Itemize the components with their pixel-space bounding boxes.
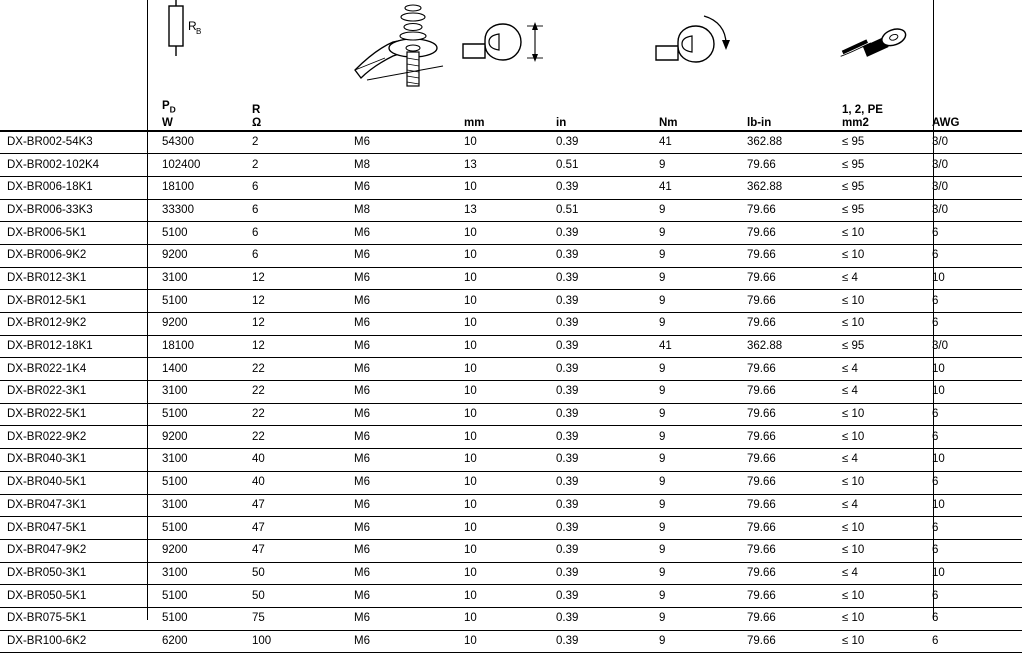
cell-conductor: ≤ 10 — [835, 244, 925, 267]
cell-torque_nm: 9 — [652, 403, 740, 426]
cell-wrench_mm: 10 — [457, 494, 549, 517]
cell-thread: M6 — [347, 449, 457, 472]
header-unit-conductor: mm2 — [842, 116, 869, 129]
cell-resistance: 6 — [245, 244, 347, 267]
cell-thread: M6 — [347, 267, 457, 290]
cell-type: DX-BR022-1K4 — [0, 358, 155, 381]
cell-wrench_mm: 10 — [457, 131, 549, 154]
cell-torque_lbin: 79.66 — [740, 426, 835, 449]
header-cell-type — [0, 0, 155, 130]
table-body — [0, 131, 1022, 653]
cell-power: 33300 — [155, 199, 245, 222]
cell-wrench_in: 0.51 — [549, 199, 652, 222]
table-row — [0, 176, 1022, 199]
header-cell-wrench-mm — [457, 0, 549, 130]
cell-resistance: 47 — [245, 494, 347, 517]
cell-wrench_mm: 10 — [457, 176, 549, 199]
cell-wrench_mm: 10 — [457, 403, 549, 426]
cell-type: DX-BR002-54K3 — [0, 131, 155, 154]
cell-wrench_in: 0.39 — [549, 267, 652, 290]
cell-resistance: 40 — [245, 449, 347, 472]
cell-power: 3100 — [155, 494, 245, 517]
cell-torque_nm: 41 — [652, 131, 740, 154]
cell-wrench_in: 0.39 — [549, 426, 652, 449]
cell-type: DX-BR006-18K1 — [0, 176, 155, 199]
cell-power: 1400 — [155, 358, 245, 381]
cell-torque_lbin: 79.66 — [740, 403, 835, 426]
cell-torque_lbin: 79.66 — [740, 290, 835, 313]
cell-thread: M6 — [347, 176, 457, 199]
table-row — [0, 562, 1022, 585]
cell-torque_nm: 9 — [652, 381, 740, 404]
cell-thread: M6 — [347, 335, 457, 358]
svg-text:R: R — [188, 19, 197, 33]
cell-resistance: 47 — [245, 539, 347, 562]
table-row — [0, 403, 1022, 426]
table-row — [0, 381, 1022, 404]
table-header — [0, 0, 1022, 131]
table-row — [0, 290, 1022, 313]
cell-torque_lbin: 362.88 — [740, 335, 835, 358]
cell-wrench_in: 0.39 — [549, 585, 652, 608]
cell-torque_nm: 9 — [652, 517, 740, 540]
cell-torque_nm: 9 — [652, 494, 740, 517]
cell-resistance: 22 — [245, 381, 347, 404]
cell-torque_nm: 9 — [652, 471, 740, 494]
cell-power: 3100 — [155, 449, 245, 472]
cell-type: DX-BR022-5K1 — [0, 403, 155, 426]
cell-conductor: ≤ 95 — [835, 199, 925, 222]
cell-awg: 3/0 — [925, 154, 1022, 177]
cell-thread: M6 — [347, 630, 457, 653]
header-cell-wrench-in — [549, 0, 652, 130]
cell-conductor: ≤ 95 — [835, 131, 925, 154]
cell-conductor: ≤ 10 — [835, 426, 925, 449]
cell-torque_nm: 9 — [652, 358, 740, 381]
cell-conductor: ≤ 10 — [835, 222, 925, 245]
cell-type: DX-BR012-18K1 — [0, 335, 155, 358]
cell-torque_lbin: 79.66 — [740, 244, 835, 267]
cell-awg: 6 — [925, 607, 1022, 630]
cell-awg: 6 — [925, 244, 1022, 267]
cell-awg: 6 — [925, 517, 1022, 540]
cell-resistance: 22 — [245, 426, 347, 449]
cell-wrench_in: 0.39 — [549, 131, 652, 154]
cell-wrench_in: 0.39 — [549, 381, 652, 404]
cell-wrench_in: 0.39 — [549, 449, 652, 472]
cell-type: DX-BR022-9K2 — [0, 426, 155, 449]
cell-torque_lbin: 79.66 — [740, 267, 835, 290]
cell-awg: 6 — [925, 426, 1022, 449]
cell-torque_lbin: 79.66 — [740, 154, 835, 177]
cell-wrench_in: 0.39 — [549, 358, 652, 381]
cell-wrench_mm: 10 — [457, 426, 549, 449]
cell-conductor: ≤ 4 — [835, 562, 925, 585]
cell-awg: 3/0 — [925, 176, 1022, 199]
cell-wrench_in: 0.39 — [549, 471, 652, 494]
cell-resistance: 40 — [245, 471, 347, 494]
cell-torque_nm: 41 — [652, 335, 740, 358]
table-row — [0, 154, 1022, 177]
cell-awg: 10 — [925, 381, 1022, 404]
header-unit-wrench-in: in — [556, 116, 567, 129]
cell-torque_nm: 9 — [652, 426, 740, 449]
cell-thread: M6 — [347, 244, 457, 267]
cell-power: 5100 — [155, 585, 245, 608]
cell-awg: 10 — [925, 449, 1022, 472]
cell-resistance: 100 — [245, 630, 347, 653]
table-row — [0, 494, 1022, 517]
cell-torque_nm: 9 — [652, 449, 740, 472]
cell-thread: M6 — [347, 381, 457, 404]
cell-conductor: ≤ 4 — [835, 449, 925, 472]
cell-wrench_in: 0.39 — [549, 313, 652, 336]
cell-torque_lbin: 79.66 — [740, 630, 835, 653]
cell-type: DX-BR047-3K1 — [0, 494, 155, 517]
cell-power: 9200 — [155, 244, 245, 267]
cell-type: DX-BR006-9K2 — [0, 244, 155, 267]
cell-wrench_mm: 10 — [457, 244, 549, 267]
cell-type: DX-BR100-6K2 — [0, 630, 155, 653]
cell-torque_lbin: 79.66 — [740, 222, 835, 245]
cell-torque_nm: 9 — [652, 267, 740, 290]
cell-awg: 3/0 — [925, 131, 1022, 154]
cell-conductor: ≤ 10 — [835, 403, 925, 426]
cell-torque_nm: 9 — [652, 244, 740, 267]
table-row — [0, 517, 1022, 540]
cell-wrench_mm: 10 — [457, 607, 549, 630]
cell-torque_nm: 9 — [652, 199, 740, 222]
cell-wrench_in: 0.51 — [549, 154, 652, 177]
cell-conductor: ≤ 10 — [835, 290, 925, 313]
cell-awg: 6 — [925, 403, 1022, 426]
table-row — [0, 267, 1022, 290]
cell-type: DX-BR022-3K1 — [0, 381, 155, 404]
cell-torque_lbin: 362.88 — [740, 176, 835, 199]
header-cell-awg — [925, 0, 1022, 130]
cell-wrench_in: 0.39 — [549, 335, 652, 358]
cell-type: DX-BR006-5K1 — [0, 222, 155, 245]
cell-thread: M6 — [347, 403, 457, 426]
cell-torque_lbin: 79.66 — [740, 607, 835, 630]
cell-conductor: ≤ 10 — [835, 471, 925, 494]
cell-resistance: 6 — [245, 176, 347, 199]
table-row — [0, 358, 1022, 381]
cell-type: DX-BR050-3K1 — [0, 562, 155, 585]
table-row — [0, 607, 1022, 630]
cell-power: 5100 — [155, 222, 245, 245]
cell-wrench_mm: 10 — [457, 471, 549, 494]
cell-torque_lbin: 79.66 — [740, 585, 835, 608]
cell-conductor: ≤ 4 — [835, 494, 925, 517]
cell-wrench_mm: 10 — [457, 290, 549, 313]
cell-type: DX-BR047-5K1 — [0, 517, 155, 540]
cell-power: 54300 — [155, 131, 245, 154]
table-row — [0, 313, 1022, 336]
cell-power: 6200 — [155, 630, 245, 653]
cell-conductor: ≤ 10 — [835, 585, 925, 608]
cell-power: 5100 — [155, 290, 245, 313]
cell-torque_lbin: 79.66 — [740, 199, 835, 222]
cell-wrench_mm: 10 — [457, 358, 549, 381]
cell-conductor: ≤ 10 — [835, 313, 925, 336]
table-row — [0, 222, 1022, 245]
cell-wrench_mm: 13 — [457, 154, 549, 177]
cell-torque_lbin: 79.66 — [740, 494, 835, 517]
table-row — [0, 449, 1022, 472]
cell-wrench_mm: 10 — [457, 562, 549, 585]
cell-type: DX-BR012-9K2 — [0, 313, 155, 336]
cell-wrench_in: 0.39 — [549, 630, 652, 653]
cell-torque_lbin: 79.66 — [740, 471, 835, 494]
cell-conductor: ≤ 95 — [835, 154, 925, 177]
bolt-washer-terminal-icon — [347, 0, 457, 122]
cell-wrench_in: 0.39 — [549, 494, 652, 517]
header-cell-resistance — [245, 0, 347, 130]
table-row — [0, 131, 1022, 154]
header-label-resistance: R — [252, 103, 261, 116]
cell-conductor: ≤ 10 — [835, 607, 925, 630]
cell-wrench_in: 0.39 — [549, 517, 652, 540]
cell-conductor: ≤ 10 — [835, 539, 925, 562]
cell-torque_nm: 9 — [652, 607, 740, 630]
cell-wrench_in: 0.39 — [549, 562, 652, 585]
cell-thread: M6 — [347, 517, 457, 540]
cell-awg: 10 — [925, 358, 1022, 381]
cell-power: 9200 — [155, 426, 245, 449]
header-cell-torque-lbin — [740, 0, 835, 130]
cell-wrench_mm: 10 — [457, 222, 549, 245]
cell-torque_nm: 41 — [652, 176, 740, 199]
cell-type: DX-BR050-5K1 — [0, 585, 155, 608]
cell-conductor: ≤ 10 — [835, 517, 925, 540]
cell-torque_lbin: 79.66 — [740, 313, 835, 336]
table-row — [0, 585, 1022, 608]
cell-thread: M8 — [347, 154, 457, 177]
header-cell-power — [155, 0, 245, 130]
cell-thread: M6 — [347, 471, 457, 494]
header-cell-conductor — [835, 0, 925, 130]
cell-thread: M6 — [347, 562, 457, 585]
cell-torque_nm: 9 — [652, 539, 740, 562]
cell-resistance: 12 — [245, 267, 347, 290]
cell-type: DX-BR012-3K1 — [0, 267, 155, 290]
header-label-power: $P_D$ — [162, 100, 176, 115]
cell-conductor: ≤ 95 — [835, 335, 925, 358]
table-row — [0, 426, 1022, 449]
cell-awg: 6 — [925, 471, 1022, 494]
cell-awg: 10 — [925, 267, 1022, 290]
cell-thread: M6 — [347, 131, 457, 154]
cell-torque_nm: 9 — [652, 585, 740, 608]
svg-text:B: B — [196, 27, 202, 36]
cell-type: DX-BR075-5K1 — [0, 607, 155, 630]
cell-type: DX-BR047-9K2 — [0, 539, 155, 562]
table-row — [0, 539, 1022, 562]
table-row — [0, 244, 1022, 267]
cell-wrench_mm: 10 — [457, 335, 549, 358]
cell-thread: M6 — [347, 222, 457, 245]
wrench-size-icon — [457, 0, 549, 122]
cell-wrench_in: 0.39 — [549, 607, 652, 630]
table-row — [0, 471, 1022, 494]
cell-awg: 6 — [925, 630, 1022, 653]
cell-resistance: 12 — [245, 290, 347, 313]
cell-wrench_mm: 10 — [457, 313, 549, 336]
cell-torque_lbin: 79.66 — [740, 449, 835, 472]
cell-resistance: 2 — [245, 131, 347, 154]
cell-wrench_in: 0.39 — [549, 539, 652, 562]
cell-thread: M6 — [347, 607, 457, 630]
cell-power: 5100 — [155, 607, 245, 630]
cell-torque_nm: 9 — [652, 630, 740, 653]
header-unit-torque-lbin: lb-in — [747, 116, 772, 129]
cell-power: 9200 — [155, 539, 245, 562]
cell-awg: 6 — [925, 290, 1022, 313]
cell-torque_lbin: 362.88 — [740, 131, 835, 154]
cell-thread: M6 — [347, 358, 457, 381]
header-unit-wrench-mm: mm — [464, 116, 485, 129]
cell-conductor: ≤ 4 — [835, 358, 925, 381]
cell-wrench_mm: 10 — [457, 381, 549, 404]
cell-awg: 10 — [925, 494, 1022, 517]
cell-power: 5100 — [155, 403, 245, 426]
cell-resistance: 22 — [245, 358, 347, 381]
cell-resistance: 50 — [245, 562, 347, 585]
cell-torque_nm: 9 — [652, 222, 740, 245]
cell-torque_nm: 9 — [652, 290, 740, 313]
cell-resistance: 12 — [245, 335, 347, 358]
cell-wrench_mm: 10 — [457, 267, 549, 290]
cell-wrench_mm: 10 — [457, 630, 549, 653]
cell-power: 102400 — [155, 154, 245, 177]
header-unit-awg: AWG — [932, 116, 960, 129]
cell-torque_nm: 9 — [652, 154, 740, 177]
cell-awg: 6 — [925, 313, 1022, 336]
cell-awg: 3/0 — [925, 335, 1022, 358]
table-row — [0, 199, 1022, 222]
cell-torque_lbin: 79.66 — [740, 562, 835, 585]
cell-resistance: 75 — [245, 607, 347, 630]
cell-conductor: ≤ 95 — [835, 176, 925, 199]
cell-torque_lbin: 79.66 — [740, 539, 835, 562]
cell-power: 18100 — [155, 176, 245, 199]
cell-conductor: ≤ 10 — [835, 630, 925, 653]
header-cell-thread — [347, 0, 457, 130]
cell-power: 5100 — [155, 517, 245, 540]
cell-type: DX-BR002-102K4 — [0, 154, 155, 177]
table-row — [0, 630, 1022, 653]
cell-type: DX-BR040-5K1 — [0, 471, 155, 494]
header-cell-torque-nm — [652, 0, 740, 130]
table-row — [0, 335, 1022, 358]
cell-resistance: 47 — [245, 517, 347, 540]
cell-thread: M6 — [347, 494, 457, 517]
cell-power: 3100 — [155, 267, 245, 290]
cell-thread: M6 — [347, 585, 457, 608]
cell-resistance: 6 — [245, 199, 347, 222]
cell-wrench_mm: 13 — [457, 199, 549, 222]
cell-resistance: 50 — [245, 585, 347, 608]
cell-awg: 6 — [925, 539, 1022, 562]
cell-resistance: 22 — [245, 403, 347, 426]
cell-resistance: 2 — [245, 154, 347, 177]
cell-thread: M6 — [347, 539, 457, 562]
cell-conductor: ≤ 4 — [835, 381, 925, 404]
cell-thread: M8 — [347, 199, 457, 222]
cell-wrench_mm: 10 — [457, 517, 549, 540]
cell-conductor: ≤ 4 — [835, 267, 925, 290]
cell-awg: 6 — [925, 585, 1022, 608]
cell-power: 3100 — [155, 562, 245, 585]
cell-resistance: 12 — [245, 313, 347, 336]
cell-thread: M6 — [347, 290, 457, 313]
header-label-conductor: 1, 2, PE — [842, 103, 883, 116]
cell-type: DX-BR006-33K3 — [0, 199, 155, 222]
cell-power: 9200 — [155, 313, 245, 336]
cell-awg: 6 — [925, 222, 1022, 245]
cell-type: DX-BR040-3K1 — [0, 449, 155, 472]
cell-awg: 3/0 — [925, 199, 1022, 222]
cell-wrench_in: 0.39 — [549, 244, 652, 267]
cell-torque_nm: 9 — [652, 313, 740, 336]
cell-type: DX-BR012-5K1 — [0, 290, 155, 313]
cell-wrench_mm: 10 — [457, 585, 549, 608]
cell-torque_lbin: 79.66 — [740, 517, 835, 540]
cell-torque_lbin: 79.66 — [740, 381, 835, 404]
cell-power: 3100 — [155, 381, 245, 404]
cell-torque_lbin: 79.66 — [740, 358, 835, 381]
cell-power: 18100 — [155, 335, 245, 358]
header-unit-resistance: Ω — [252, 116, 262, 129]
header-unit-power: W — [162, 116, 173, 129]
cell-thread: M6 — [347, 313, 457, 336]
cell-wrench_in: 0.39 — [549, 403, 652, 426]
cell-thread: M6 — [347, 426, 457, 449]
torque-wrench-icon — [652, 0, 740, 122]
cell-wrench_mm: 10 — [457, 539, 549, 562]
cell-torque_nm: 9 — [652, 562, 740, 585]
cell-awg: 10 — [925, 562, 1022, 585]
cell-wrench_in: 0.39 — [549, 290, 652, 313]
cell-resistance: 6 — [245, 222, 347, 245]
cell-wrench_in: 0.39 — [549, 176, 652, 199]
cell-power: 5100 — [155, 471, 245, 494]
cell-wrench_mm: 10 — [457, 449, 549, 472]
cell-wrench_in: 0.39 — [549, 222, 652, 245]
header-unit-torque-nm: Nm — [659, 116, 678, 129]
